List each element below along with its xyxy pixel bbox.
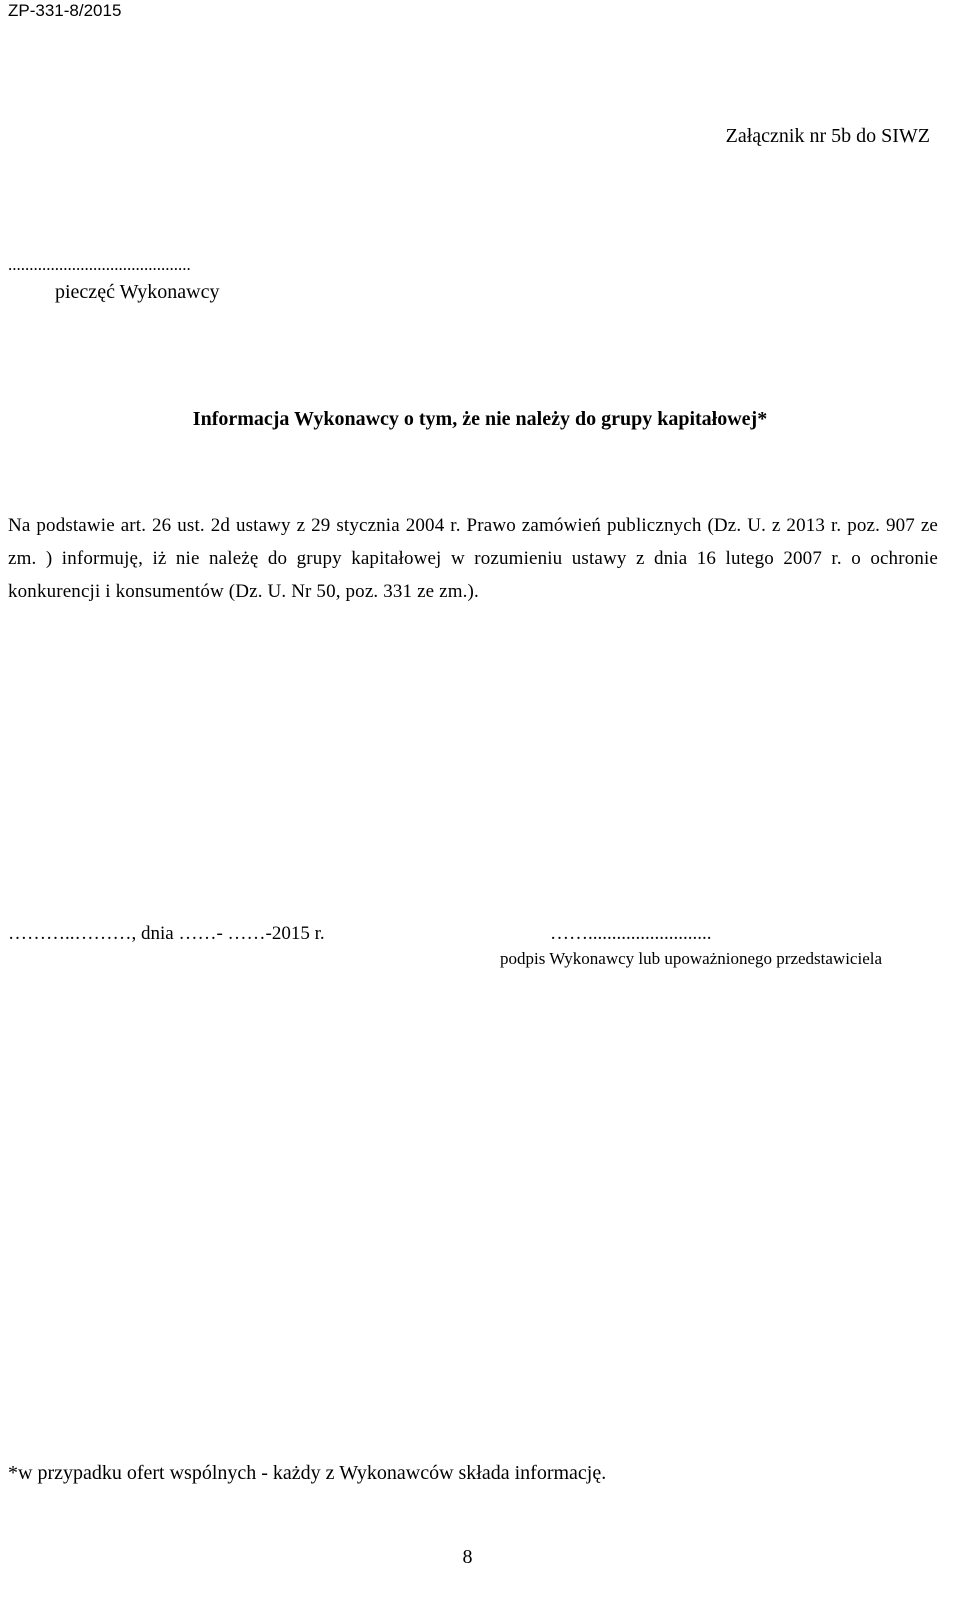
document-title: Informacja Wykonawcy o tym, że nie należy do grupy kapitałowej* [192, 408, 768, 430]
stamp-label: pieczęć Wykonawcy [55, 281, 220, 303]
reference-number: ZP-331-8/2015 [8, 1, 122, 20]
place-date-line: ………..………, dnia ……- ……-2015 r. [8, 923, 325, 944]
declaration-text: Na podstawie art. 26 ust. 2d ustawy z 29 stycznia 2004 r. Prawo zamówień publicznych (Dz. U. z 2013 r. poz. 907 ze zm. ) informuję, iż nie należę do grupy kapitałowej w rozumieniu ustawy z dnia 16 lutego 2007 r. o ochronie konkurencji i konsumentów (Dz. U. Nr 50, poz. 331 ze zm.). [8, 515, 938, 602]
footnote: *w przypadku ofert wspólnych - każdy z Wykonawców składa informację. [8, 1462, 607, 1484]
signature-placeholder-dots: …….......................... [550, 923, 712, 944]
stamp-placeholder-dots: ........................................... [8, 255, 191, 274]
signature-label: podpis Wykonawcy lub upoważnionego przedstawiciela [500, 949, 883, 968]
annex-label: Załącznik nr 5b do SIWZ [725, 125, 930, 147]
page-number: 8 [462, 1546, 473, 1568]
